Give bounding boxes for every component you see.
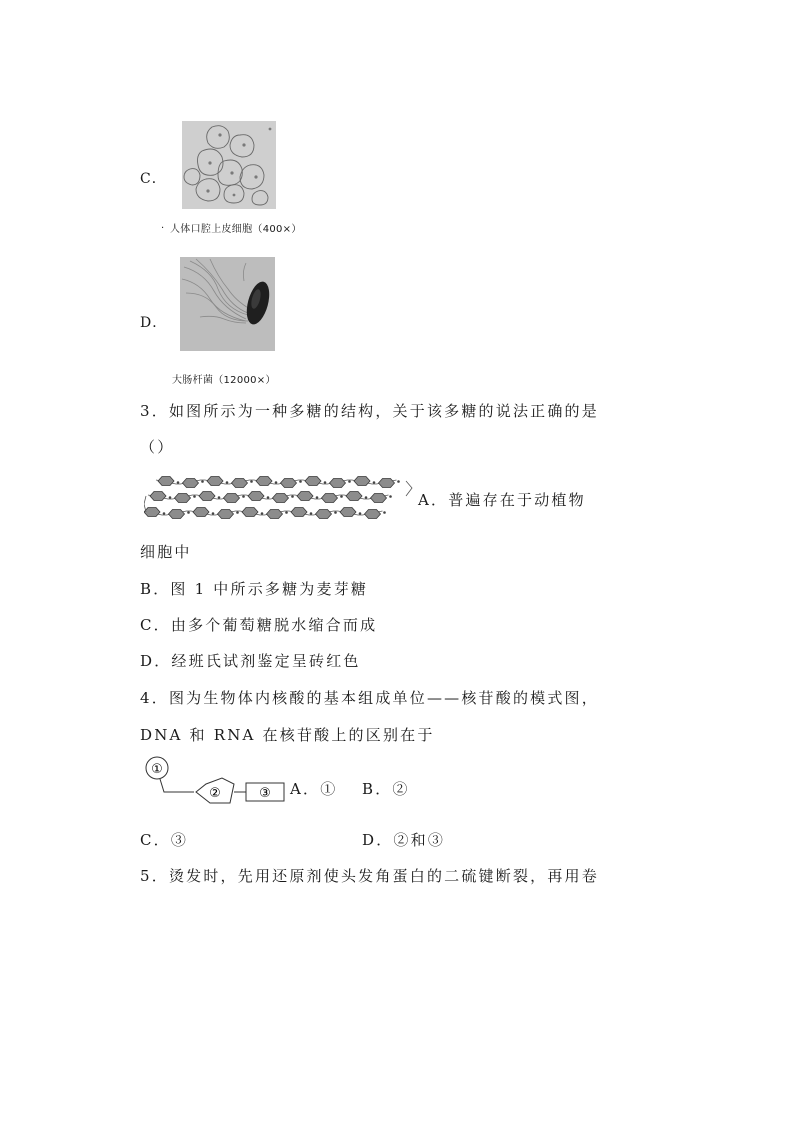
- glycosidic-oxygen-icon: [365, 496, 368, 499]
- ecoli-image: [180, 257, 275, 351]
- glycosidic-oxygen-icon: [291, 495, 294, 498]
- glucose-unit-icon: [297, 492, 313, 501]
- glucose-unit-icon: [218, 510, 234, 519]
- glycosidic-oxygen-icon: [334, 511, 337, 514]
- glycosidic-oxygen-icon: [177, 481, 180, 484]
- glycosidic-oxygen-icon: [236, 511, 239, 514]
- glycosidic-oxygen-icon: [218, 496, 221, 499]
- glycosidic-oxygen-icon: [285, 511, 288, 514]
- glycosidic-oxygen-icon: [310, 512, 313, 515]
- glycosidic-oxygen-icon: [299, 480, 302, 483]
- glucose-unit-icon: [281, 479, 297, 488]
- q3-paren: （）: [140, 438, 175, 456]
- glucose-unit-icon: [256, 477, 272, 486]
- glycosidic-oxygen-icon: [193, 495, 196, 498]
- option-c-letter: C．: [140, 171, 167, 187]
- glucose-unit-icon: [354, 477, 370, 486]
- glycosidic-oxygen-icon: [359, 512, 362, 515]
- glycosidic-oxygen-icon: [275, 481, 278, 484]
- glycosidic-oxygen-icon: [201, 480, 204, 483]
- glucose-unit-icon: [340, 508, 356, 517]
- q3-option-b: B．图 1 中所示多糖为麦芽糖: [140, 580, 369, 598]
- glucose-unit-icon: [144, 508, 160, 517]
- q4-option-a: A．①: [290, 780, 338, 798]
- epithelial-cells-image: [182, 121, 276, 209]
- glucose-unit-icon: [371, 494, 387, 503]
- glucose-unit-icon: [232, 479, 248, 488]
- glucose-unit-icon: [248, 492, 264, 501]
- glucose-unit-icon: [305, 477, 321, 486]
- glucose-unit-icon: [322, 494, 338, 503]
- q3-option-a-part1: A．普遍存在于动植物: [418, 491, 586, 509]
- q3-option-a-part2: 细胞中: [140, 543, 192, 561]
- glucose-unit-icon: [207, 477, 223, 486]
- glucose-unit-icon: [183, 479, 199, 488]
- q3-stem: 3．如图所示为一种多糖的结构，关于该多糖的说法正确的是: [140, 402, 599, 420]
- nucleotide-diagram: [140, 756, 290, 812]
- glycosidic-oxygen-icon: [267, 496, 270, 499]
- q3-option-c: C．由多个葡萄糖脱水缩合而成: [140, 616, 378, 634]
- glycosidic-oxygen-icon: [187, 511, 190, 514]
- glycosidic-oxygen-icon: [226, 481, 229, 484]
- ecoli-micrograph: [180, 257, 275, 351]
- glucose-unit-icon: [346, 492, 362, 501]
- nucleotide-schematic: [140, 756, 290, 812]
- ecoli-caption: 大肠杆菌（12000×）: [172, 375, 276, 386]
- q4-option-b: B．②: [362, 780, 410, 798]
- glucose-unit-icon: [150, 492, 166, 501]
- glycosidic-oxygen-icon: [383, 511, 386, 514]
- glycosidic-oxygen-icon: [163, 512, 166, 515]
- glucose-unit-icon: [291, 508, 307, 517]
- glucose-unit-icon: [330, 479, 346, 488]
- q4-stem-line1: 4．图为生物体内核酸的基本组成单位——核苷酸的模式图，: [140, 689, 599, 707]
- glucose-unit-icon: [273, 494, 289, 503]
- glycosidic-oxygen-icon: [242, 495, 245, 498]
- glucose-unit-icon: [379, 479, 395, 488]
- polysaccharide-chain: [144, 468, 416, 526]
- polysaccharide-diagram: [144, 468, 416, 526]
- option-d-letter: D．: [140, 315, 168, 331]
- glycosidic-oxygen-icon: [316, 496, 319, 499]
- glucose-unit-icon: [224, 494, 240, 503]
- q4-option-d: D．②和③: [362, 831, 446, 849]
- nucleotide-label-3: ③: [259, 786, 271, 801]
- glycosidic-oxygen-icon: [169, 496, 172, 499]
- glycosidic-oxygen-icon: [397, 480, 400, 483]
- glucose-unit-icon: [193, 508, 209, 517]
- glucose-unit-icon: [316, 510, 332, 519]
- glycosidic-oxygen-icon: [389, 495, 392, 498]
- glucose-unit-icon: [365, 510, 381, 519]
- glycosidic-oxygen-icon: [324, 481, 327, 484]
- q4-stem-line2: DNA 和 RNA 在核苷酸上的区别在于: [140, 726, 435, 744]
- q3-option-d: D．经班氏试剂鉴定呈砖红色: [140, 652, 361, 670]
- glycosidic-oxygen-icon: [373, 481, 376, 484]
- q5-stem: 5．烫发时，先用还原剂使头发角蛋白的二硫键断裂，再用卷: [140, 867, 599, 885]
- glycosidic-oxygen-icon: [340, 495, 343, 498]
- epithelial-caption: 人体口腔上皮细胞（400×）: [170, 224, 302, 235]
- glycosidic-oxygen-icon: [261, 512, 264, 515]
- glucose-unit-icon: [242, 508, 258, 517]
- glucose-unit-icon: [169, 510, 185, 519]
- glucose-unit-icon: [158, 477, 174, 486]
- nucleotide-label-2: ②: [209, 786, 221, 801]
- glucose-unit-icon: [267, 510, 283, 519]
- q4-option-c: C．③: [140, 831, 189, 849]
- glycosidic-oxygen-icon: [250, 480, 253, 483]
- nucleotide-label-1: ①: [151, 762, 163, 777]
- glycosidic-oxygen-icon: [348, 480, 351, 483]
- glucose-unit-icon: [199, 492, 215, 501]
- epithelial-cells-micrograph: [182, 121, 276, 209]
- glucose-unit-icon: [175, 494, 191, 503]
- glycosidic-oxygen-icon: [212, 512, 215, 515]
- epithelial-caption-prefix: .: [161, 220, 165, 231]
